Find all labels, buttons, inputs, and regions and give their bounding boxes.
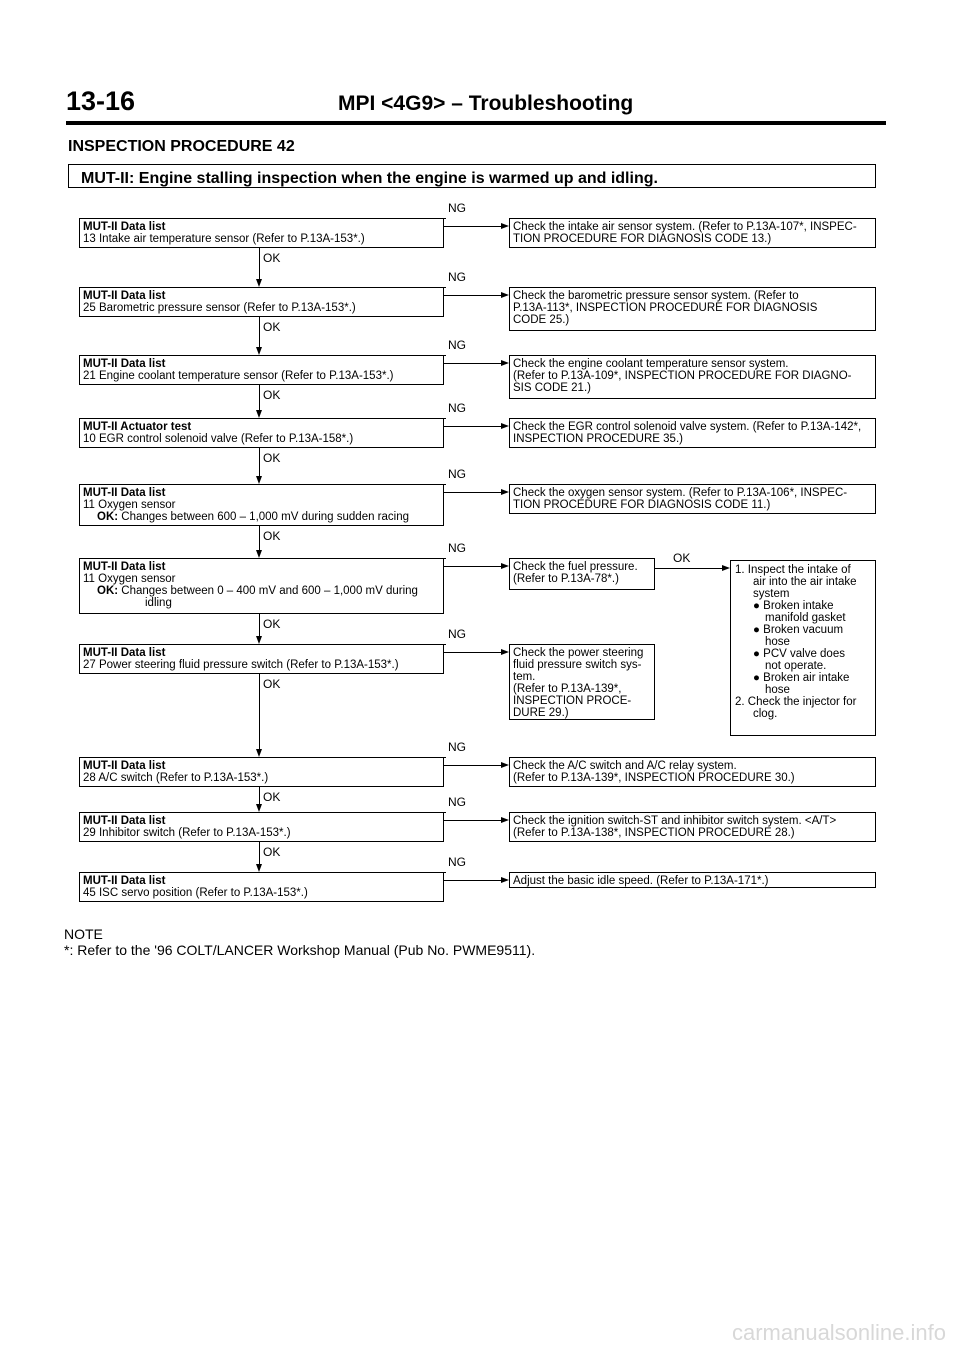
check-box — [79, 287, 444, 317]
ng-arrow-icon — [501, 292, 509, 298]
ng-action-line: Check the A/C switch and A/C relay system. — [513, 760, 737, 772]
side-bullet-1: ● Broken intake — [753, 600, 834, 612]
ng-action-line: Check the power steering — [513, 647, 644, 659]
ok-branch-label: OK — [673, 551, 691, 565]
check-box-line: 29 Inhibitor switch (Refer to P.13A-153*.) — [83, 827, 291, 839]
ng-action-line: Check the barometric pressure sensor system. (Refer to — [513, 290, 799, 302]
ng-action-line: tem. — [513, 671, 536, 683]
ng-action-line: Check the ignition switch-ST and inhibitor switch system. <A/T> — [513, 815, 837, 827]
procedure-title: INSPECTION PROCEDURE 42 — [68, 138, 295, 155]
check-box-line: 45 ISC servo position (Refer to P.13A-153*.) — [83, 887, 308, 899]
ng-action-line: TION PROCEDURE FOR DIAGNOSIS CODE 11.) — [513, 499, 771, 511]
ok-label: OK — [263, 529, 281, 543]
check-box-title: MUT-II Data list — [83, 290, 166, 302]
ok-criteria-line — [83, 597, 440, 609]
intake-inspection-box — [730, 560, 876, 736]
ng-action-line: INSPECTION PROCEDURE 35.) — [513, 433, 683, 445]
check-box-title: MUT-II Data list — [83, 647, 166, 659]
ok-connector-line — [259, 787, 260, 804]
page-header-title: MPI <4G9> – Troubleshooting — [338, 92, 634, 115]
side-item1-line3: system — [753, 588, 790, 600]
ng-action-box — [509, 757, 876, 787]
ng-action-line: SIS CODE 21.) — [513, 382, 591, 394]
ng-connector-line — [444, 492, 503, 493]
ng-action-box — [509, 644, 655, 720]
ng-action-line: CODE 25.) — [513, 314, 570, 326]
check-box — [79, 872, 444, 902]
ok-branch-arrow-icon — [722, 565, 730, 571]
ng-action-box — [509, 355, 876, 399]
ng-action-line: DURE 29.) — [513, 707, 569, 719]
check-box — [79, 218, 444, 248]
ng-connector-line — [444, 765, 503, 766]
ng-tick — [442, 418, 446, 419]
ok-connector-line — [259, 526, 260, 550]
subject-text: MUT-II: Engine stalling inspection when the engine is warmed up and idling. — [81, 170, 658, 187]
side-bullet-4-cont: hose — [765, 684, 790, 696]
ng-action-line: Check the engine coolant temperature sensor system. — [513, 358, 789, 370]
check-box-line: 11 Oxygen sensor — [83, 499, 176, 511]
ng-arrow-icon — [501, 817, 509, 823]
watermark: carmanualsonline.info — [731, 1320, 946, 1345]
ng-tick — [442, 287, 446, 288]
ng-connector-line — [444, 820, 503, 821]
check-box — [79, 484, 444, 526]
ok-label: OK — [263, 451, 281, 465]
ng-label: NG — [448, 270, 466, 284]
ng-action-line: Check the intake air sensor system. (Refer to P.13A-107*, INSPEC- — [513, 221, 857, 233]
ok-connector-line — [259, 248, 260, 279]
check-box-title: MUT-II Data list — [83, 815, 166, 827]
ng-action-box — [509, 812, 876, 842]
side-bullet-2-cont: hose — [765, 636, 790, 648]
ng-action-box — [509, 287, 876, 331]
ng-tick — [442, 812, 446, 813]
ng-tick — [442, 355, 446, 356]
ok-arrow-icon — [256, 749, 262, 757]
ok-label: OK — [263, 251, 281, 265]
note-text: *: Refer to the '96 COLT/LANCER Workshop Manual (Pub No. PWME9511). — [64, 942, 536, 958]
ok-label: OK — [263, 617, 281, 631]
side-item1-line2: air into the air intake — [753, 576, 857, 588]
ok-criteria-text: Changes between 0 – 400 mV and 600 – 1,000 mV during — [121, 585, 418, 597]
ok-connector-line — [259, 674, 260, 749]
ng-action-box — [509, 558, 655, 590]
ng-connector-line — [444, 652, 503, 653]
check-box-title: MUT-II Data list — [83, 760, 166, 772]
ng-tick — [442, 218, 446, 219]
ng-label: NG — [448, 201, 466, 215]
ng-label: NG — [448, 855, 466, 869]
subject-box — [68, 164, 876, 188]
ng-label: NG — [448, 541, 466, 555]
ok-label: OK — [263, 320, 281, 334]
ok-arrow-icon — [256, 636, 262, 644]
ng-action-line: (Refer to P.13A-139*, INSPECTION PROCEDURE 30.) — [513, 772, 795, 784]
ok-arrow-icon — [256, 864, 262, 872]
ng-connector-line — [444, 880, 503, 881]
ok-arrow-icon — [256, 476, 262, 484]
check-box — [79, 812, 444, 842]
ng-action-line: fluid pressure switch sys- — [513, 659, 642, 671]
check-box-title: MUT-II Data list — [83, 487, 166, 499]
ng-connector-line — [444, 363, 503, 364]
check-box-line: 11 Oxygen sensor — [83, 573, 176, 585]
ng-action-box — [509, 418, 876, 448]
check-box-title: MUT-II Data list — [83, 561, 166, 573]
ng-label: NG — [448, 627, 466, 641]
ng-action-line: (Refer to P.13A-78*.) — [513, 573, 619, 585]
ng-action-box — [509, 218, 876, 248]
ng-label: NG — [448, 467, 466, 481]
ok-arrow-icon — [256, 347, 262, 355]
ng-arrow-icon — [501, 762, 509, 768]
ok-criteria-line — [83, 511, 440, 523]
header-rule — [66, 121, 886, 125]
check-box — [79, 558, 444, 614]
ng-action-box — [509, 484, 876, 514]
check-box-title: MUT-II Data list — [83, 358, 166, 370]
check-box-line: 13 Intake air temperature sensor (Refer to P.13A-153*.) — [83, 233, 365, 245]
ok-label: OK — [263, 677, 281, 691]
ng-arrow-icon — [501, 223, 509, 229]
check-box-line: 27 Power steering fluid pressure switch (Refer to P.13A-153*.) — [83, 659, 399, 671]
ok-arrow-icon — [256, 279, 262, 287]
ng-arrow-icon — [501, 423, 509, 429]
ok-arrow-icon — [256, 804, 262, 812]
ng-action-line: Check the oxygen sensor system. (Refer to P.13A-106*, INSPEC- — [513, 487, 848, 499]
check-box-title: MUT-II Actuator test — [83, 421, 192, 433]
side-bullet-1-cont: manifold gasket — [765, 612, 846, 624]
ok-connector-line — [259, 385, 260, 410]
check-box-title: MUT-II Data list — [83, 221, 166, 233]
check-box-line: 10 EGR control solenoid valve (Refer to P.13A-158*.) — [83, 433, 354, 445]
ng-action-line: (Refer to P.13A-139*, — [513, 683, 622, 695]
ok-arrow-icon — [256, 410, 262, 418]
ok-label: OK — [263, 790, 281, 804]
check-box-line: 28 A/C switch (Refer to P.13A-153*.) — [83, 772, 269, 784]
side-bullet-3-cont: not operate. — [765, 660, 827, 672]
page-number: 13-16 — [66, 86, 136, 116]
ng-tick — [442, 558, 446, 559]
ok-connector-line — [259, 317, 260, 347]
ok-criteria-text: idling — [145, 597, 172, 609]
check-box — [79, 757, 444, 787]
ng-arrow-icon — [501, 649, 509, 655]
check-box — [79, 644, 444, 674]
side-item2-line1: 2. Check the injector for — [735, 696, 857, 708]
check-box-line: 21 Engine coolant temperature sensor (Refer to P.13A-153*.) — [83, 370, 394, 382]
ok-criteria-label: OK: — [97, 511, 119, 523]
ng-action-line: (Refer to P.13A-138*, INSPECTION PROCEDURE 28.) — [513, 827, 795, 839]
check-box-title: MUT-II Data list — [83, 875, 166, 887]
ng-arrow-icon — [501, 563, 509, 569]
ng-connector-line — [444, 426, 503, 427]
ng-action-box — [509, 872, 876, 888]
ok-arrow-icon — [256, 550, 262, 558]
ng-tick — [442, 872, 446, 873]
check-box — [79, 418, 444, 448]
ng-action-line: P.13A-113*, INSPECTION PROCEDURE FOR DIAGNOSIS — [513, 302, 818, 314]
ng-connector-line — [444, 566, 503, 567]
ng-tick — [442, 484, 446, 485]
ok-connector-line — [259, 842, 260, 864]
ng-label: NG — [448, 338, 466, 352]
ng-label: NG — [448, 740, 466, 754]
ok-criteria-text: Changes between 600 – 1,000 mV during sudden racing — [121, 511, 409, 523]
ng-label: NG — [448, 795, 466, 809]
ng-connector-line — [444, 226, 503, 227]
ok-label: OK — [263, 388, 281, 402]
ok-connector-line — [259, 448, 260, 476]
check-box-line: 25 Barometric pressure sensor (Refer to P.13A-153*.) — [83, 302, 356, 314]
ok-label: OK — [263, 845, 281, 859]
ng-action-line: Adjust the basic idle speed. (Refer to P.13A-171*.) — [513, 875, 769, 887]
ng-connector-line — [444, 295, 503, 296]
ok-branch-line — [655, 568, 724, 569]
ok-criteria-line — [83, 585, 440, 597]
ng-label: NG — [448, 401, 466, 415]
ng-action-line: Check the fuel pressure. — [513, 561, 638, 573]
side-bullet-4: ● Broken air intake — [753, 672, 850, 684]
ng-action-line: INSPECTION PROCE- — [513, 695, 632, 707]
ok-connector-line — [259, 614, 260, 636]
ok-criteria-label: OK: — [97, 585, 119, 597]
ng-arrow-icon — [501, 489, 509, 495]
ng-tick — [442, 644, 446, 645]
ng-action-line: (Refer to P.13A-109*, INSPECTION PROCEDURE FOR DIAGNO- — [513, 370, 852, 382]
side-bullet-2: ● Broken vacuum — [753, 624, 844, 636]
ng-action-line: Check the EGR control solenoid valve system. (Refer to P.13A-142*, — [513, 421, 862, 433]
side-item1-line1: 1. Inspect the intake of — [735, 564, 851, 576]
side-bullet-3: ● PCV valve does — [753, 648, 845, 660]
side-item2-line2: clog. — [753, 708, 778, 720]
ng-action-line: TION PROCEDURE FOR DIAGNOSIS CODE 13.) — [513, 233, 772, 245]
note-heading: NOTE — [64, 926, 103, 942]
check-box — [79, 355, 444, 385]
ng-tick — [442, 757, 446, 758]
ng-arrow-icon — [501, 877, 509, 883]
ng-arrow-icon — [501, 360, 509, 366]
